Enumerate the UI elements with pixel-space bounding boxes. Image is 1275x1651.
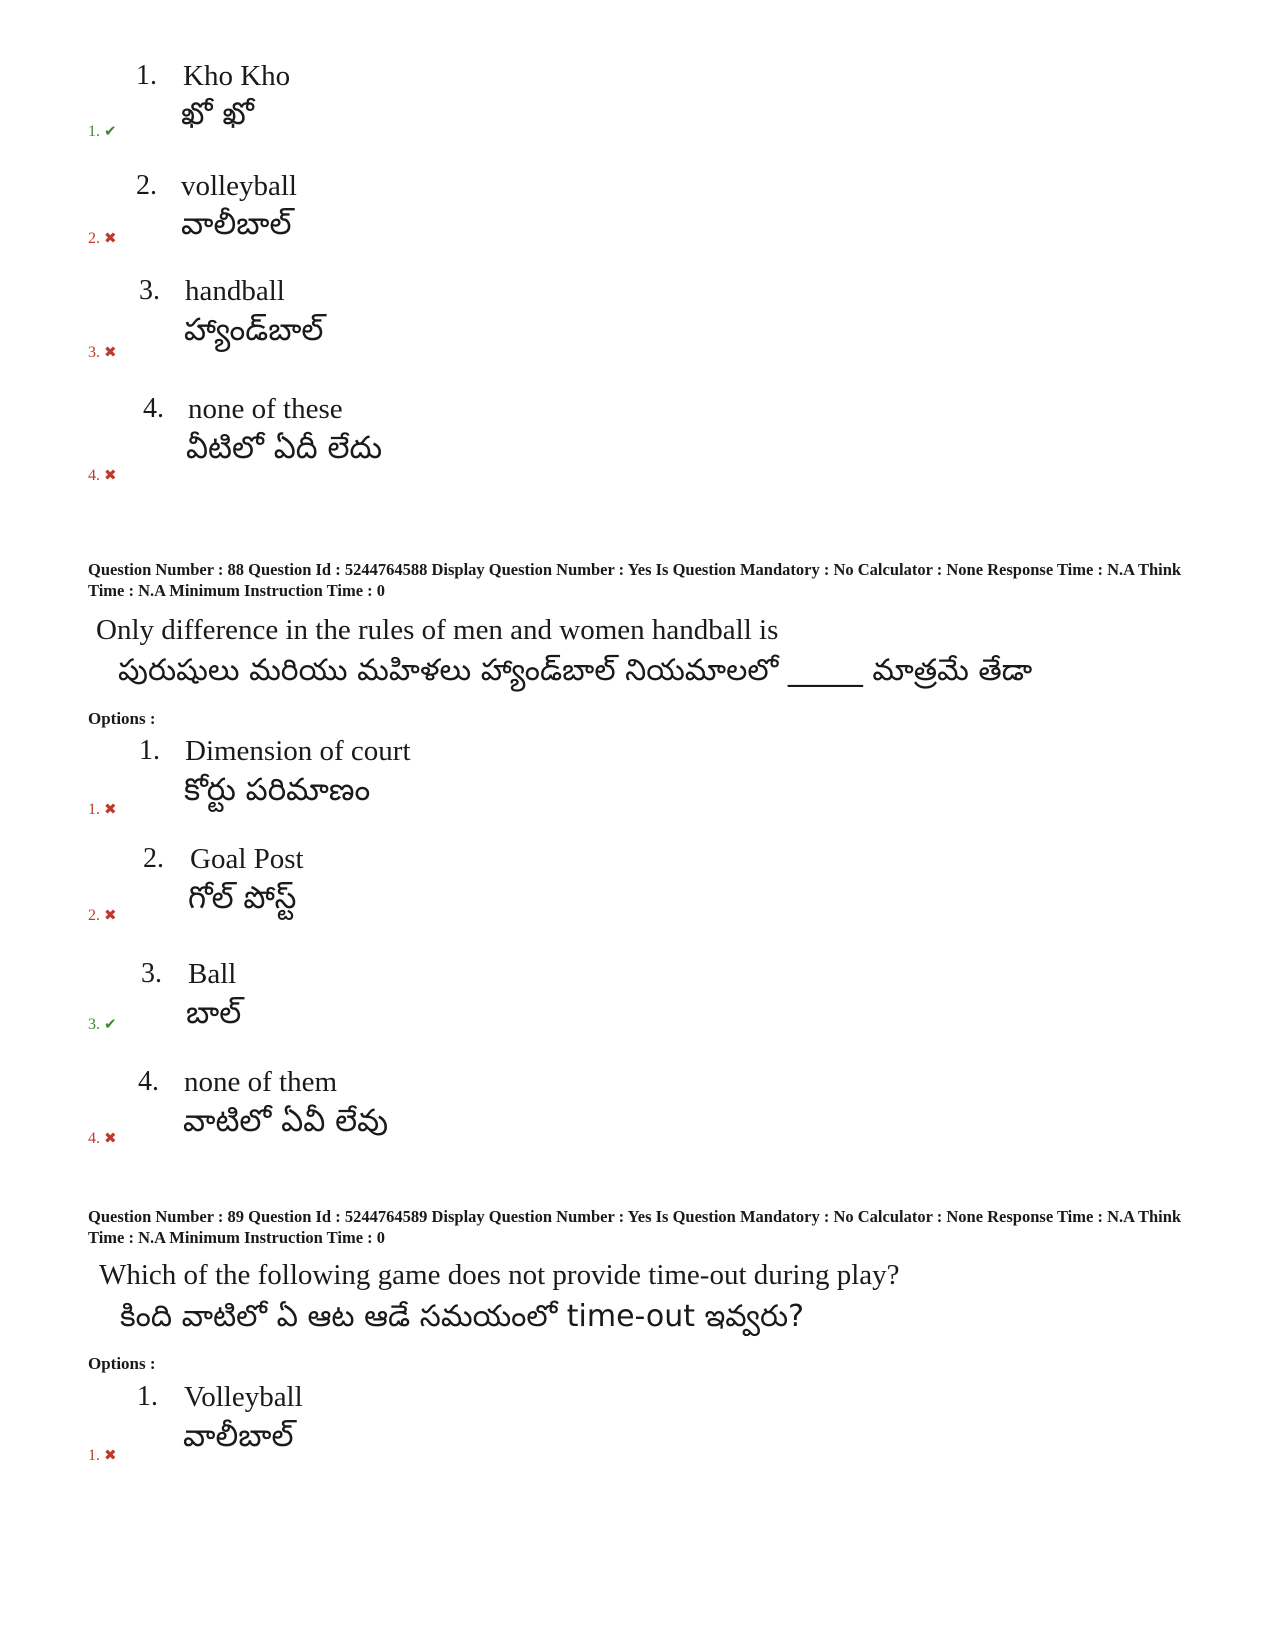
marker-number: 3.: [88, 1016, 100, 1033]
wrong-cross-icon: ✖: [104, 1129, 117, 1147]
answer-marker: [88, 343, 117, 362]
marker-number: 1.: [88, 801, 100, 818]
option-number: 1.: [137, 1381, 158, 1412]
option-text-english: volleyball: [181, 170, 297, 202]
option-text-telugu: గోల్ పోస్ట్: [188, 880, 297, 916]
wrong-cross-icon: ✖: [104, 800, 117, 818]
options-label: Options :: [88, 709, 156, 728]
answer-marker: [88, 466, 117, 485]
option-text-english: Ball: [188, 958, 237, 990]
answer-marker: [88, 1129, 117, 1148]
option-number: 4.: [143, 393, 164, 424]
option-text-english: Dimension of court: [185, 735, 411, 767]
option-text-english: Goal Post: [190, 843, 304, 875]
option-number: 1.: [139, 735, 160, 766]
option-number: 3.: [139, 275, 160, 306]
option-text-english: Kho Kho: [183, 60, 291, 92]
correct-check-icon: ✔: [104, 1015, 117, 1033]
marker-number: 4.: [88, 1130, 100, 1147]
option-text-telugu: హ్యాండ్‌బాల్: [184, 312, 324, 348]
correct-check-icon: ✔: [104, 122, 117, 140]
wrong-cross-icon: ✖: [104, 229, 117, 247]
option-number: 2.: [143, 843, 164, 874]
options-label: Options :: [88, 1354, 156, 1373]
answer-marker: [88, 1446, 117, 1465]
marker-number: 2.: [88, 907, 100, 924]
option-text-telugu: ఖో ఖో: [181, 96, 254, 132]
marker-number: 2.: [88, 230, 100, 247]
option-text-telugu: వాలీబాల్: [183, 1418, 294, 1454]
option-text-telugu: వాటిలో ఏవీ లేవు: [183, 1103, 389, 1139]
option-text-english: Volleyball: [184, 1381, 303, 1413]
wrong-cross-icon: ✖: [104, 1446, 117, 1464]
question-text-telugu: పురుషులు మరియు మహిళలు హ్యాండ్‌బాల్ నియమాలలో _____ మాత్రమే తేడా: [118, 653, 1033, 688]
option-text-telugu: బాల్: [186, 995, 242, 1031]
option-text-english: handball: [185, 275, 285, 307]
option-number: 3.: [141, 958, 162, 989]
marker-number: 1.: [88, 123, 100, 140]
question-meta: Question Number : 89 Question Id : 5244764589 Display Question Number : Yes Is Question Mandatory : No Calculator : None Response Time : N.A Think Time : N.A Minimum Instruction Time : 0: [88, 1207, 1182, 1247]
answer-marker: [88, 229, 117, 248]
answer-marker: [88, 1015, 117, 1034]
wrong-cross-icon: ✖: [104, 466, 117, 484]
option-text-telugu: కోర్టు పరిమాణం: [184, 772, 371, 808]
question-text-english: Which of the following game does not provide time-out during play?: [99, 1259, 900, 1291]
answer-marker: [88, 800, 117, 819]
wrong-cross-icon: ✖: [104, 343, 117, 361]
question-text-english: Only difference in the rules of men and women handball is: [96, 614, 779, 646]
option-text-english: none of them: [184, 1066, 338, 1098]
marker-number: 3.: [88, 344, 100, 361]
option-number: 4.: [138, 1066, 159, 1097]
option-text-telugu: వాలీబాల్: [181, 206, 292, 242]
option-text-telugu: వీటిలో ఏదీ లేదు: [186, 430, 383, 466]
wrong-cross-icon: ✖: [104, 906, 117, 924]
question-meta: Question Number : 88 Question Id : 5244764588 Display Question Number : Yes Is Question Mandatory : No Calculator : None Response Time : N.A Think Time : N.A Minimum Instruction Time : 0: [88, 560, 1182, 600]
answer-marker: [88, 122, 117, 141]
question-text-telugu: కింది వాటిలో ఏ ఆట ఆడే సమయంలో time-out ఇవ్వరు?: [120, 1299, 805, 1334]
option-number: 1.: [136, 60, 157, 91]
marker-number: 4.: [88, 467, 100, 484]
answer-marker: [88, 906, 117, 925]
option-text-english: none of these: [188, 393, 343, 425]
option-number: 2.: [136, 170, 157, 201]
marker-number: 1.: [88, 1447, 100, 1464]
